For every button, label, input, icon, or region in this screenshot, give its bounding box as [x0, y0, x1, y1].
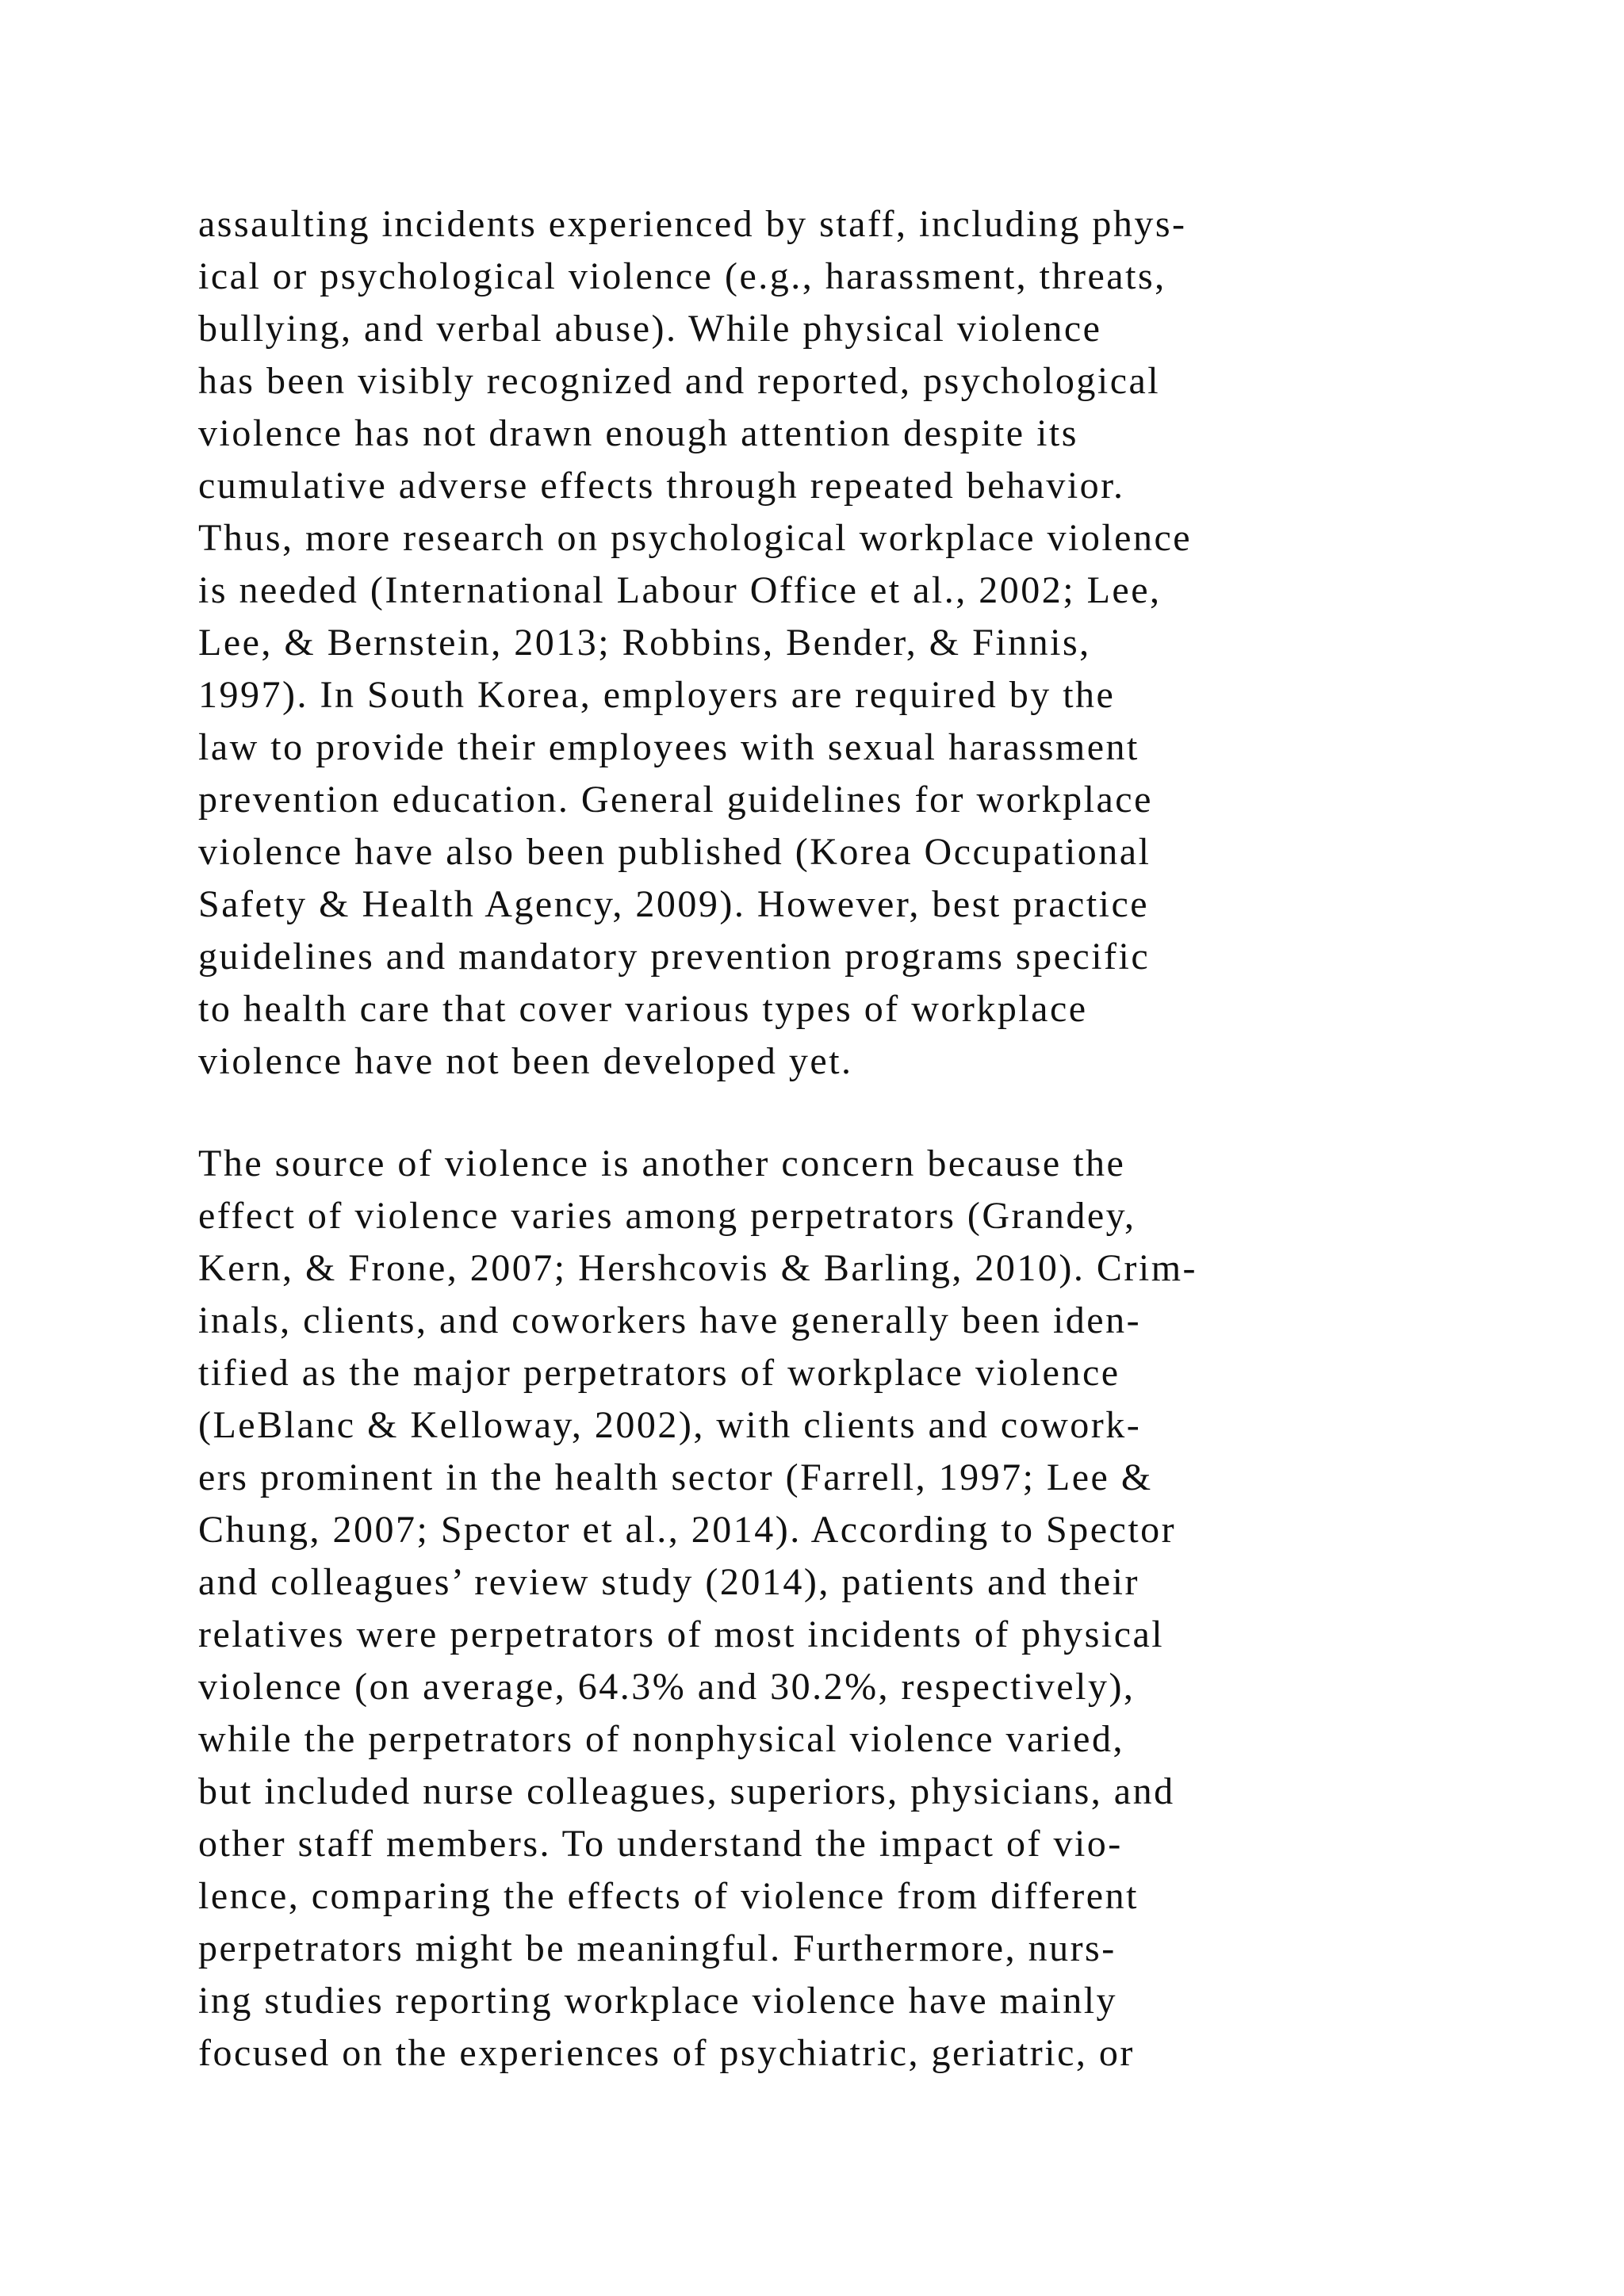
text-line: ers prominent in the health sector (Farrell, 1997; Lee &	[198, 1456, 1153, 1498]
text-line: ical or psychological violence (e.g., harassment, threats,	[198, 255, 1166, 297]
text-line: 1997). In South Korea, employers are required by the	[198, 674, 1116, 716]
text-line: assaulting incidents experienced by staff, including phys-	[198, 203, 1187, 245]
text-line: and colleagues’ review study (2014), patients and their	[198, 1561, 1139, 1603]
text-line: ing studies reporting workplace violence have mainly	[198, 1980, 1118, 2022]
text-line: (LeBlanc & Kelloway, 2002), with clients and cowork-	[198, 1404, 1142, 1446]
text-line: guidelines and mandatory prevention programs specific	[198, 936, 1151, 978]
text-line: other staff members. To understand the impact of vio-	[198, 1823, 1123, 1865]
text-line: has been visibly recognized and reported, psychological	[198, 360, 1161, 402]
text-line: Kern, & Frone, 2007; Hershcovis & Barling, 2010). Crim-	[198, 1247, 1198, 1289]
text-line: violence have not been developed yet.	[198, 1040, 853, 1082]
text-line: while the perpetrators of nonphysical violence varied,	[198, 1718, 1124, 1760]
text-line: tified as the major perpetrators of workplace violence	[198, 1352, 1120, 1394]
text-line: bullying, and verbal abuse). While physical violence	[198, 308, 1102, 350]
text-line: Chung, 2007; Spector et al., 2014). According to Spector	[198, 1509, 1177, 1551]
text-line: focused on the experiences of psychiatric, geriatric, or	[198, 2032, 1135, 2074]
text-line: prevention education. General guidelines for workplace	[198, 779, 1153, 821]
paragraph-2	[198, 1138, 1546, 2080]
text-line: perpetrators might be meaningful. Furthermore, nurs-	[198, 1927, 1116, 1969]
text-line: lence, comparing the effects of violence from different	[198, 1875, 1139, 1917]
text-line: cumulative adverse effects through repeated behavior.	[198, 465, 1125, 507]
text-line: Safety & Health Agency, 2009). However, best practice	[198, 883, 1150, 925]
text-line: Lee, & Bernstein, 2013; Robbins, Bender, & Finnis,	[198, 622, 1091, 664]
text-line: is needed (International Labour Office et al., 2002; Lee,	[198, 569, 1162, 611]
text-line: effect of violence varies among perpetrators (Grandey,	[198, 1195, 1136, 1237]
text-line: The source of violence is another concern because the	[198, 1142, 1126, 1184]
text-line: violence have also been published (Korea Occupational	[198, 831, 1151, 873]
text-line: relatives were perpetrators of most incidents of physical	[198, 1613, 1165, 1655]
text-line: inals, clients, and coworkers have generally been iden-	[198, 1299, 1142, 1341]
text-line: violence (on average, 64.3% and 30.2%, respectively),	[198, 1666, 1136, 1708]
paragraph-1	[198, 198, 1546, 1088]
text-line: but included nurse colleagues, superiors, physicians, and	[198, 1770, 1175, 1812]
text-line: to health care that cover various types of workplace	[198, 988, 1088, 1030]
text-line: Thus, more research on psychological workplace violence	[198, 517, 1193, 559]
text-line: law to provide their employees with sexual harassment	[198, 726, 1139, 768]
text-line: violence has not drawn enough attention despite its	[198, 412, 1078, 454]
